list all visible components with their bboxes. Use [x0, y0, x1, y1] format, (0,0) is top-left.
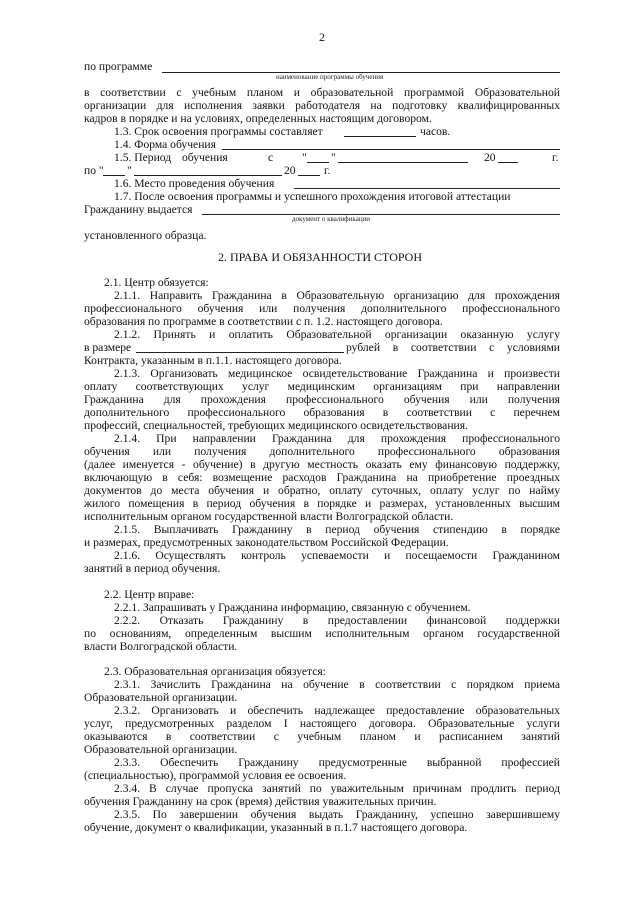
clause-1-5-to-year-prefix: 20 [284, 164, 296, 177]
s2-3-4-line-1: 2.3.4. В случае пропуска занятий по уважительным причинам продлить период [114, 782, 560, 795]
clause-1-5-year-suffix: г. [552, 151, 559, 164]
s2-1-4-line-4: включающую в себя: возмещение расходов Гражданина на приобретение проездных [84, 471, 560, 484]
clause-1-7-line-3: установленного образца. [84, 229, 207, 242]
s2-1-3-line-3: Гражданина для прохождения профессионального обучения или получения [84, 393, 560, 406]
s2-1-1-line-2: профессионального обучения или получения дополнительного профессионального [84, 302, 560, 315]
s2-3-2-line-3: оказываются в соответствии с учебным планом и расписанием занятий [84, 730, 560, 743]
s2-3-title: 2.3. Образовательная организация обязуется: [104, 665, 326, 678]
clause-1-5-to-day-blank [103, 175, 125, 176]
s2-1-4-line-2: обучения или получения дополнительного профессионального образования [84, 445, 560, 458]
s2-1-6-line-1: 2.1.6. Осуществлять контроль успеваемости и посещаемости Гражданином [114, 549, 560, 562]
s2-1-title: 2.1. Центр обязуется: [104, 276, 209, 289]
s2-2-2-line-3: власти Волгоградской области. [84, 640, 238, 653]
clause-1-5-year-blank [498, 162, 518, 163]
clause-1-5-quote-close: " [331, 151, 336, 164]
clause-1-5-word: обучения [182, 151, 228, 164]
page-number: 2 [319, 30, 325, 44]
s2-1-2-amount-blank [136, 352, 344, 353]
clause-1-4-label: 1.4. Форма обучения [114, 138, 216, 151]
clause-1-6-blank [294, 188, 560, 189]
s2-1-4-line-3: (далее именуется - обучение) в другую местность оказать ему финансовую поддержку, [84, 458, 560, 471]
program-caption: наименование программы обучения [276, 73, 384, 81]
s2-1-2-line-2b: рублей в соответствии с условиями [346, 341, 560, 354]
s2-3-4-line-2: обучения Гражданину на срок (время) действия уважительных причин. [84, 795, 437, 808]
clause-1-5-day-blank [307, 162, 329, 163]
program-label: по программе [84, 60, 153, 73]
s2-3-3-line-1: 2.3.3. Обеспечить Гражданину предусмотренные выбранной профессией [114, 756, 560, 769]
clause-1-5-year-prefix: 20 [484, 151, 496, 164]
clause-1-5-month-blank [338, 162, 468, 163]
s2-1-2-line-2a: в размере [84, 341, 132, 354]
s2-1-5-line-1: 2.1.5. Выплачивать Гражданину в период обучения стипендию в порядке [114, 523, 560, 536]
s2-1-3-line-2: оплату соответствующих услуг медицинским организациям при направлении [84, 380, 560, 393]
s2-1-2-line-1: 2.1.2. Принять и оплатить Образовательной организации оказанную услугу [114, 328, 560, 341]
s2-3-2-line-4: Образовательной организации. [84, 743, 238, 756]
s2-1-4-line-1: 2.1.4. При направлении Гражданина для прохождения профессионального [114, 432, 560, 445]
clause-1-7-caption: документ о квалификации [292, 215, 371, 223]
s2-1-3-line-4: дополнительного профессионального образования в соответствии с перечнем [84, 406, 560, 419]
clause-1-7-line-1: 1.7. После освоения программы и успешного прохождения итоговой аттестации [114, 190, 511, 203]
section-heading: 2. ПРАВА И ОБЯЗАННОСТИ СТОРОН [217, 250, 423, 264]
s2-3-2-line-1: 2.3.2. Организовать и обеспечить надлежащее предоставление образовательных [114, 704, 560, 717]
s2-1-1-line-1: 2.1.1. Направить Гражданина в Образовательную организацию для прохождения [114, 289, 560, 302]
s2-3-5-line-2: обучение, документ о квалификации, указанный в п.1.7 настоящего договора. [84, 821, 468, 834]
accordance-line-3: кадров в порядке и на условиях, определенных настоящим договором. [84, 112, 432, 125]
s2-1-1-line-3: образования по программе в соответствии с п. 1.2. настоящего договора. [84, 315, 443, 328]
accordance-line-1: в соответствии с учебным планом и образовательной программой Образовательной [84, 86, 560, 99]
s2-2-title: 2.2. Центр вправе: [104, 588, 195, 601]
s2-1-5-line-2: и размерах, предусмотренных законодательством Российской Федерации. [84, 536, 449, 549]
s2-2-2-line-1: 2.2.2. Отказать Гражданину в предоставлении финансовой поддержки [114, 614, 560, 627]
accordance-line-2: организации для исполнения заявки работодателя на подготовку квалифицированных [84, 99, 560, 112]
clause-1-5-to-year-suffix: г. [324, 164, 331, 177]
clause-1-3-label: 1.3. Срок освоения программы составляет [114, 125, 323, 138]
clause-1-4-blank [222, 149, 560, 150]
s2-1-4-line-6: жилого помещения в период обучения в порядке и размерах, установленных высшим [84, 497, 560, 510]
s2-1-3-line-1: 2.1.3. Организовать медицинское освидетельствование Гражданина и произвести [114, 367, 560, 380]
s2-1-2-line-3: Контракта, указанным в п.1.1. настоящего договора. [84, 354, 342, 367]
clause-1-5-to-month-blank [134, 175, 282, 176]
clause-1-5-to: по " [84, 164, 104, 177]
clause-1-7-blank [202, 214, 560, 215]
s2-1-6-line-2: занятий в период обучения. [84, 562, 221, 575]
s2-3-3-line-2: (специальностью), программой условия ее освоения. [84, 769, 347, 782]
clause-1-3-unit: часов. [420, 125, 451, 138]
s2-2-2-line-2: по основаниям, определенным высшим исполнительным органом государственной [84, 627, 560, 640]
s2-3-1-line-2: Образовательной организации. [84, 691, 238, 704]
s2-2-1: 2.2.1. Запрашивать у Гражданина информацию, связанную с обучением. [114, 601, 471, 614]
clause-1-5-label: 1.5. Период [114, 151, 172, 164]
clause-1-5-from: с [268, 151, 274, 164]
s2-3-5-line-1: 2.3.5. По завершении обучения выдать Гражданину, успешно завершившему [114, 808, 560, 821]
clause-1-5-to-quote: " [127, 164, 132, 177]
clause-1-5-to-year-blank [298, 175, 320, 176]
s2-1-4-line-5: документов до места обучения и обратно, оплату суточных, оплату услуг по найму [84, 484, 560, 497]
clause-1-6-label: 1.6. Место проведения обучения [114, 177, 275, 190]
s2-1-4-line-7: исполнительным органом государственной власти Волгоградской области. [84, 510, 454, 523]
clause-1-7-line-2: Гражданину выдается [84, 203, 193, 216]
s2-3-1-line-1: 2.3.1. Зачислить Гражданина на обучение в соответствии с порядком приема [114, 678, 560, 691]
clause-1-5-quote-open: " [302, 151, 307, 164]
clause-1-3-blank [344, 136, 416, 137]
s2-1-3-line-5: профессий, специальностей, требующих медицинского освидетельствования. [84, 419, 468, 432]
s2-3-2-line-2: услуг, предусмотренных разделом I настоящего договора. Образовательные услуги [84, 717, 560, 730]
